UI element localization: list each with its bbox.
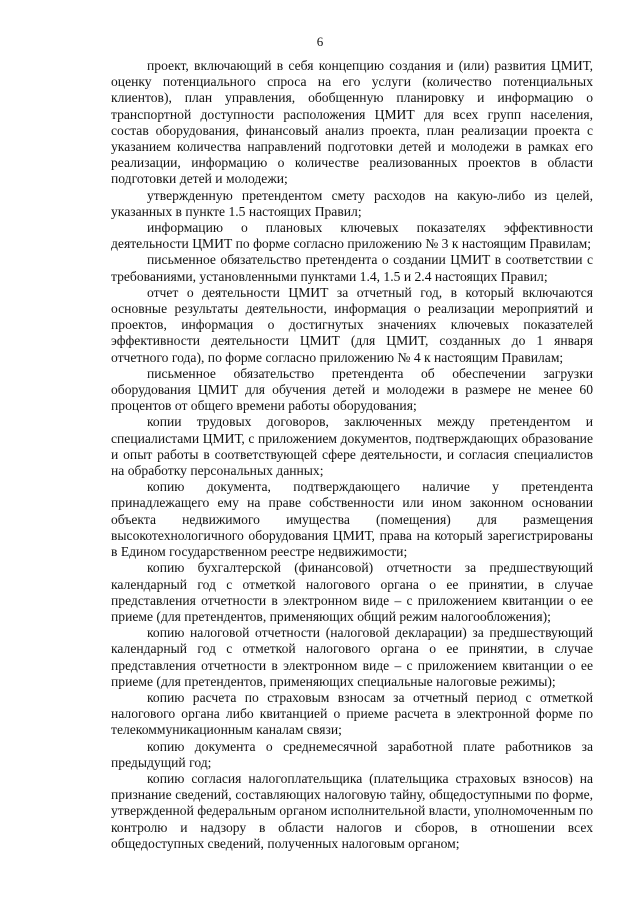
document-body — [111, 58, 593, 852]
page-number: 6 — [316, 34, 324, 49]
paragraph-budget-estimate: утвержденную претендентом смету расходов на какую-либо из целей, указанных в пункте 1.5 настоящих Правил; — [111, 187, 593, 219]
paragraph-equipment-load-obligation: письменное обязательство претендента об обеспечении загрузки оборудования ЦМИТ для обучения детей и молодежи в размере не менее 60 процентов от общего времени работы оборудования; — [111, 365, 593, 414]
paragraph-creation-obligation: письменное обязательство претендента о создании ЦМИТ в соответствии с требованиями, установленными пунктами 1.4, 1.5 и 2.4 настоящих Правил; — [111, 252, 593, 284]
paragraph-property-document: копию документа, подтверждающего наличие у претендента принадлежащего ему на праве собственности или ином законном основании объекта недвижимого имущества (помещения) для размещения высокотехнологичного оборудования ЦМИТ, права на который зарегистрированы в Едином государственном реестре недвижимости; — [111, 479, 593, 560]
paragraph-tax-declaration: копию налоговой отчетности (налоговой декларации) за предшествующий календарный год с отметкой налогового органа о ее принятии, в случае представления отчетности в электронном виде – с приложением квитанции о ее приеме (для претендентов, применяющих специальные налоговые режимы); — [111, 625, 593, 689]
paragraph-kpi-info: информацию о плановых ключевых показателях эффективности деятельности ЦМИТ по форме согласно приложению № 3 к настоящим Правилам; — [111, 220, 593, 252]
paragraph-activity-report: отчет о деятельности ЦМИТ за отчетный год, в который включаются основные результаты деятельности, информация о реализации мероприятий и проектов, информация о достигнутых значениях ключевых показателей эффективности деятельности ЦМИТ (для ЦМИТ, созданных до 1 января отчетного года), по форме согласно приложению № 4 к настоящим Правилам; — [111, 284, 593, 365]
paragraph-insurance-calculation: копию расчета по страховым взносам за отчетный период с отметкой налогового органа либо квитанцией о приеме расчета в электронной форме по телекоммуникационным каналам связи; — [111, 689, 593, 738]
paragraph-labor-contracts: копии трудовых договоров, заключенных между претендентом и специалистами ЦМИТ, с приложением документов, подтверждающих образование и опыт работы в соответствующей сфере деятельности, и согласия специалистов на обработку персональных данных; — [111, 414, 593, 479]
paragraph-taxpayer-consent: копию согласия налогоплательщика (плательщика страховых взносов) на признание сведений, составляющих налоговую тайну, общедоступными по форме, утвержденной федеральным органом исполнительной власти, уполномоченным по контролю и надзору в области налогов и сборов, в отношении всех общедоступных сведений, полученных налоговым органом; — [111, 770, 593, 851]
paragraph-accounting-statements: копию бухгалтерской (финансовой) отчетности за предшествующий календарный год с отметкой налогового органа о ее принятии, в случае представления отчетности в электронном виде – с приложением квитанции о ее приеме (для претендентов, применяющих общий режим налогообложения); — [111, 560, 593, 624]
paragraph-average-salary: копию документа о среднемесячной заработной плате работников за предыдущий год; — [111, 738, 593, 770]
paragraph-project: проект, включающий в себя концепцию создания и (или) развития ЦМИТ, оценку потенциального спроса на его услуги (количество потенциальных клиентов), план управления, обобщенную планировку и информацию о транспортной доступности расположения ЦМИТ для всех групп населения, состав оборудования, финансовый анализ проекта, план реализации проекта с указанием количества направлений подготовки детей и молодежи в рамках его реализации, информацию о количестве реализованных проектов в области подготовки детей и молодежи; — [111, 58, 593, 187]
